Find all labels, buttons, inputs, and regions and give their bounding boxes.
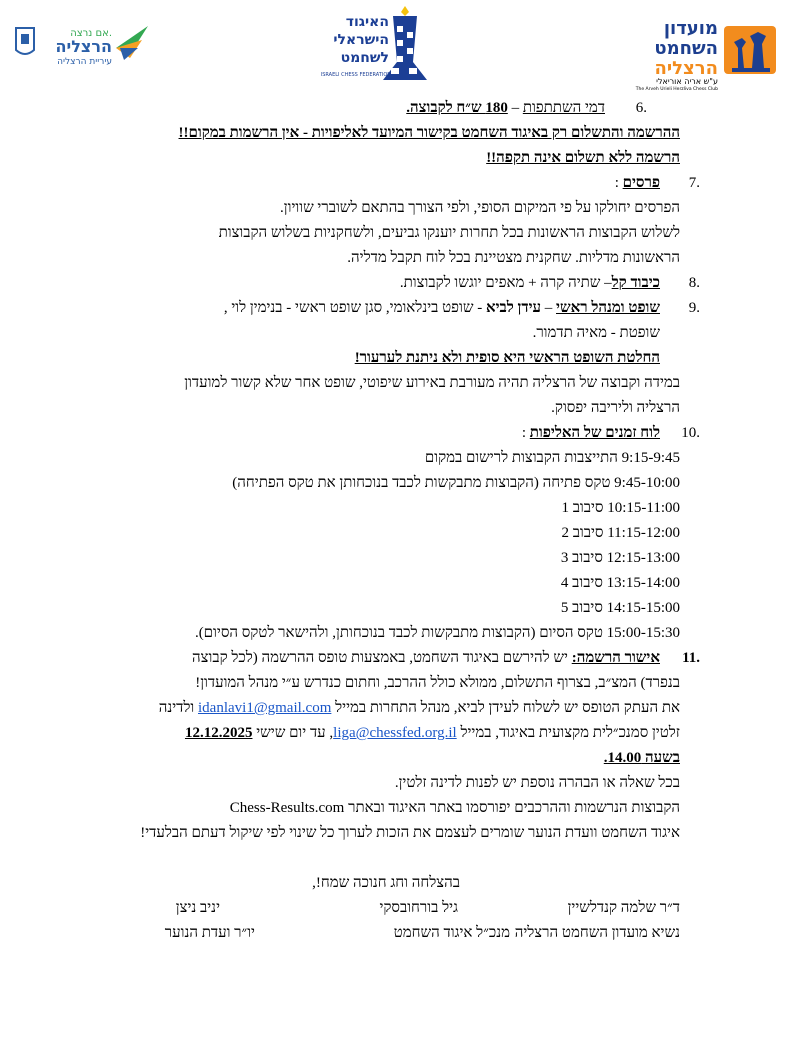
schedule-time: 9:15-9:45 xyxy=(621,450,680,466)
schedule-row xyxy=(561,572,680,594)
schedule-row xyxy=(232,472,680,494)
refreshments-title: כיבוד קל xyxy=(611,275,660,291)
federation-line2: הישראלי xyxy=(333,32,389,48)
chess-pieces-icon xyxy=(724,26,776,74)
schedule-desc: סיבוב 1 xyxy=(561,500,604,516)
federation-sub: ISRAELI CHESS FEDERATION xyxy=(320,72,391,78)
approval-text-1: יש להירשם באיגוד השחמט, באמצעות טופס ההרשמה (לכל קבוצה xyxy=(192,650,572,666)
approval-line-3 xyxy=(159,697,680,719)
no-payment-note: הרשמה ללא תשלום אינה תקפה!! xyxy=(486,150,680,166)
prizes-heading xyxy=(615,172,660,194)
item-7-number: 7. xyxy=(688,175,700,191)
prizes-line-2: לשלוש הקבוצות הראשונות בכל תחרות יוענקו גביעים, ולשחקניות בשלוש הקבוצות xyxy=(218,225,680,241)
results-note xyxy=(230,797,680,819)
city-name: הרצליה xyxy=(55,37,112,56)
fee-amount: 180 ש״ח לקבוצה. xyxy=(406,100,508,116)
approval-text-3a: את העתק הטופס יש לשלוח לעידן לביא, מנהל התחרות במייל xyxy=(335,700,680,716)
fee-dash: – xyxy=(507,100,523,116)
schedule-time: 12:15-13:00 xyxy=(606,550,680,566)
schedule-desc: סיבוב 4 xyxy=(560,575,603,591)
club-name-line3: הרצליה xyxy=(654,58,718,79)
federation-line1: האיגוד xyxy=(345,14,389,30)
schedule-desc: סיבוב 5 xyxy=(560,600,603,616)
email-link-liga[interactable]: liga@chessfed.org.il xyxy=(333,725,457,741)
schedule-desc: התייצבות הקבוצות לרישום במקום xyxy=(424,450,618,466)
item-10-number: 10. xyxy=(681,425,700,441)
federation-line3: לשחמט xyxy=(340,50,389,66)
schedule-desc: טקס פתיחה (הקבוצות מתבקשות לכבד בנוכחותן את טקס הפתיחה) xyxy=(232,475,611,491)
club-name-line2: השחמט xyxy=(654,38,718,59)
schedule-row xyxy=(561,497,680,519)
schedule-row xyxy=(561,597,680,619)
schedule-desc: סיבוב 2 xyxy=(561,525,604,541)
item-6-fee xyxy=(406,97,605,119)
schedule-time: 15:00-15:30 xyxy=(606,625,680,641)
judges-title: שופט ומנהל ראשי xyxy=(556,300,660,316)
approval-title: אישור הרשמה: xyxy=(571,650,660,666)
rights-note: איגוד השחמט וועדת הנוער שומרים לעצמם את הזכות לערוך כל שינוי לפי שיקול דעתם הבלעדי! xyxy=(140,825,680,841)
signature-name-3: יניב ניצן xyxy=(175,900,220,916)
schedule-desc: טקס הסיום (הקבוצות מתבקשות לכבד בנוכחותן, ולהישאר לטקס הסיום). xyxy=(194,625,603,641)
club-sub2: The Aryeh Urieli Herzliya Chess Club xyxy=(635,87,718,90)
item-11-number: 11. xyxy=(682,650,700,666)
judge-decision-final: החלטת השופט הראשי היא סופית ולא ניתנת לערעור! xyxy=(354,350,660,366)
refreshments-text: – שתיה קרה + מאפים יוגשו לקבוצות. xyxy=(399,275,612,291)
results-text: הקבוצות הנרשמות וההרכבים יפורסמו באתר האיגוד ובאתר xyxy=(348,800,680,816)
schedule-time: 14:15-15:00 xyxy=(606,600,680,616)
prizes-line-3: הראשונות מדליות. שחקנית מצטיינת בכל לוח תקבל מדליה. xyxy=(347,250,680,266)
judges-dash: – xyxy=(541,300,557,316)
prizes-title: פרסים xyxy=(622,175,660,191)
item-6-number: 6. xyxy=(635,100,647,116)
approval-line-4 xyxy=(185,722,680,744)
signature-name-2: גיל בורחובסקי xyxy=(379,900,458,916)
schedule-row xyxy=(425,447,680,469)
signature-role-1: נשיא מועדון השחמט הרצליה xyxy=(514,925,680,941)
schedule-row xyxy=(561,522,680,544)
email-link-idan[interactable]: idanlavi1@gmail.com xyxy=(198,700,332,716)
schedule-time: 13:15-14:00 xyxy=(606,575,680,591)
item-9-number: 9. xyxy=(688,300,700,316)
chess-king-icon xyxy=(383,6,427,80)
signature-role-2: מנכ״ל איגוד השחמט xyxy=(393,925,510,941)
schedule-desc: סיבוב 3 xyxy=(560,550,603,566)
herzliya-chess-club-logo xyxy=(620,8,780,90)
approval-text-4b: , עד יום שישי xyxy=(256,725,334,741)
approval-text-4a: זלטין סמנכ״לית מקצועית באיגוד, במייל xyxy=(460,725,680,741)
judges-line-2: שופטת - מאיה תדמור. xyxy=(532,325,660,341)
judges-note-2: הרצליה וליריבה יפסוק. xyxy=(551,400,680,416)
schedule-time: 9:45-10:00 xyxy=(614,475,680,491)
city-emblem-icon xyxy=(16,28,34,54)
schedule-heading xyxy=(522,422,660,444)
herzliya-city-logo xyxy=(12,18,152,66)
city-sub: עיריית הרצליה xyxy=(57,57,112,66)
prizes-line-1: הפרסים יחולקו על פי המיקום הסופי, ולפי הצורך בהתאם לשוברי שוויון. xyxy=(280,200,680,216)
item-8-number: 8. xyxy=(688,275,700,291)
schedule-title: לוח זמנים של האליפות xyxy=(529,425,660,441)
fee-label: דמי השתתפות xyxy=(522,100,605,116)
closing-greeting: בהצלחה וחג חנוכה שמח!, xyxy=(312,875,460,891)
signature-role-3: יו״ר ועדת הנוער xyxy=(164,925,255,941)
club-sub1: ע"ש אריה אוריאלי xyxy=(656,77,718,86)
israeli-chess-federation-logo xyxy=(305,2,490,92)
schedule-row xyxy=(561,547,680,569)
online-registration-note: ההרשמה והתשלום רק באיגוד השחמט בקישור המיועד לאליפויות - אין הרשמות במקום!! xyxy=(178,125,680,141)
schedule-row xyxy=(195,622,680,644)
approval-text-3b: ולדינה xyxy=(158,700,195,716)
judges-line-1 xyxy=(224,297,660,319)
deadline-date: 12.12.2025 xyxy=(184,725,253,741)
approval-line-1 xyxy=(192,647,660,669)
document-body xyxy=(0,92,800,1043)
bird-icon xyxy=(116,26,148,60)
chief-judge-name: עידן לביא xyxy=(485,300,542,316)
judges-rest: - שופט בינלאומי, סגן שופט ראשי - בנימין לוי , xyxy=(223,300,486,316)
results-site: Chess-Results.com xyxy=(229,800,345,816)
prizes-colon: : xyxy=(614,175,623,191)
signature-name-1: ד״ר שלמה קנדלשיין xyxy=(567,900,680,916)
city-tagline: אם נרצה. xyxy=(70,28,112,39)
schedule-time: 11:15-12:00 xyxy=(607,525,680,541)
refreshments-line xyxy=(400,272,660,294)
schedule-colon: : xyxy=(521,425,530,441)
deadline-time: בשעה 14.00. xyxy=(603,750,680,766)
approval-line-2: בנפרד) המצ״ב, בצרוף התשלום, ממולא כולל ההרכב, וחתום כנדרש ע״י מנהל המועדון! xyxy=(195,675,680,691)
judges-note-1: במידה וקבוצה של הרצליה תהיה מעורבת באירוע שיפוטי, שופט אחר שלא קשור למועדון xyxy=(184,375,680,391)
club-name-line1: מועדון xyxy=(663,18,718,39)
questions-note: בכל שאלה או הבהרה נוספת יש לפנות לדינה זלטין. xyxy=(394,775,680,791)
schedule-time: 10:15-11:00 xyxy=(607,500,680,516)
